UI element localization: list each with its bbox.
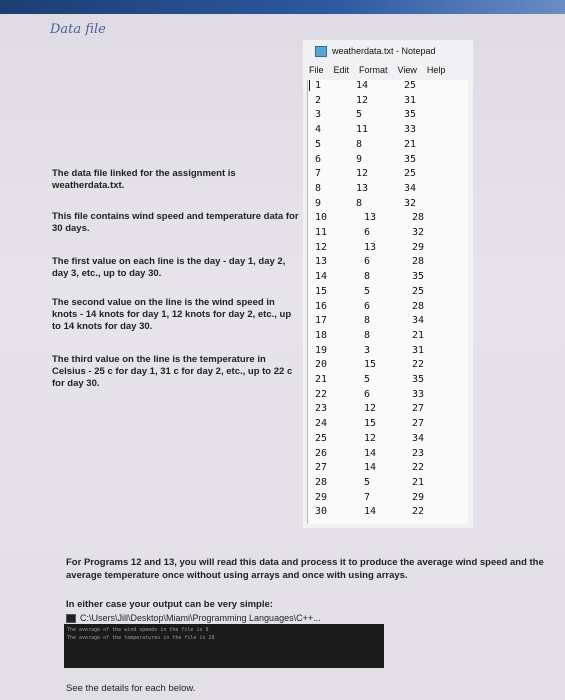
notepad-data-row <box>312 448 462 461</box>
temperature-value: 35 <box>404 109 417 121</box>
temperature-value: 28 <box>412 300 425 312</box>
notepad-data-row <box>312 227 462 240</box>
day-value: 28 <box>315 476 328 488</box>
notepad-data-row <box>312 95 462 108</box>
day-value: 24 <box>315 418 328 430</box>
wind-speed-value: 12 <box>364 432 377 444</box>
wind-speed-value: 6 <box>364 388 371 400</box>
day-value: 5 <box>315 138 322 150</box>
notepad-data-row <box>312 183 462 196</box>
wind-speed-value: 12 <box>356 94 369 106</box>
wind-speed-value: 5 <box>364 285 371 297</box>
notepad-data-row <box>312 359 462 372</box>
temperature-value: 34 <box>404 182 417 194</box>
day-value: 6 <box>315 153 322 165</box>
notepad-data-row <box>312 212 462 225</box>
wind-speed-value: 12 <box>356 168 369 180</box>
console-icon <box>66 614 76 623</box>
wind-speed-value: 14 <box>364 462 377 474</box>
temperature-value: 25 <box>404 168 417 180</box>
wind-speed-value: 14 <box>364 447 377 459</box>
day-value: 3 <box>315 109 322 121</box>
wind-speed-value: 8 <box>364 271 371 283</box>
wind-speed-value: 6 <box>364 227 371 238</box>
temperature-value: 25 <box>404 80 417 91</box>
wind-speed-value: 5 <box>356 109 363 121</box>
temperature-value: 32 <box>404 197 417 209</box>
day-value: 22 <box>315 388 328 400</box>
day-value: 21 <box>315 374 328 385</box>
menu-help[interactable]: Help <box>426 65 446 75</box>
temperature-value: 28 <box>412 256 425 268</box>
menu-view[interactable]: View <box>397 65 417 75</box>
temperature-value: 33 <box>412 388 425 400</box>
day-value: 12 <box>315 241 328 253</box>
programs-description: For Programs 12 and 13, you will read this data and process it to produce the average wind speed and the average temperature once without using arrays and once with using arrays. <box>66 557 544 581</box>
day-value: 29 <box>315 491 328 503</box>
wind-speed-value: 3 <box>364 344 371 356</box>
notepad-icon <box>315 46 327 57</box>
temperature-value: 22 <box>412 506 425 518</box>
notepad-data-row <box>312 286 462 299</box>
text-caret <box>309 80 310 91</box>
wind-speed-value: 12 <box>364 403 377 415</box>
wind-speed-value: 11 <box>356 124 369 136</box>
wind-speed-value: 5 <box>364 476 371 488</box>
day-value: 30 <box>315 506 328 518</box>
temperature-value: 29 <box>412 491 425 503</box>
notepad-window <box>303 40 473 528</box>
temperature-value: 31 <box>412 344 425 356</box>
description-temperature: The third value on the line is the temperature in Celsius - 25 c for day 1, 31 c for day 2, etc., up to 22 c for day 30. <box>52 354 293 389</box>
day-value: 27 <box>315 462 328 474</box>
notepad-data-row <box>312 154 462 167</box>
console-window <box>64 624 384 668</box>
temperature-value: 22 <box>412 359 425 371</box>
temperature-value: 31 <box>404 94 417 106</box>
day-value: 2 <box>315 94 322 106</box>
day-value: 15 <box>315 285 328 297</box>
notepad-data-row <box>312 301 462 314</box>
temperature-value: 35 <box>404 153 417 165</box>
notepad-data-row <box>312 256 462 269</box>
notepad-menu-bar <box>309 65 445 75</box>
wind-speed-value: 7 <box>364 491 371 503</box>
notepad-data-row <box>312 198 462 211</box>
day-value: 9 <box>315 197 322 209</box>
output-description: In either case your output can be very simple: <box>66 599 273 610</box>
temperature-value: 25 <box>412 285 425 297</box>
notepad-data-row <box>312 403 462 416</box>
wind-speed-value: 6 <box>364 300 371 312</box>
day-value: 8 <box>315 182 322 194</box>
wind-speed-value: 13 <box>356 182 369 194</box>
notepad-title: weatherdata.txt - Notepad <box>332 46 436 56</box>
wind-speed-value: 14 <box>364 506 377 518</box>
notepad-data-row <box>312 418 462 431</box>
footer-text: See the details for each below. <box>66 683 196 694</box>
console-path: C:\Users\Jill\Desktop\Miami\Programming Languages\C++... <box>80 613 321 623</box>
wind-speed-value: 9 <box>356 153 363 165</box>
notepad-data-row <box>312 271 462 284</box>
temperature-value: 22 <box>412 462 425 474</box>
day-value: 18 <box>315 329 328 341</box>
notepad-data-row <box>312 139 462 152</box>
wind-speed-value: 8 <box>356 138 363 150</box>
temperature-value: 23 <box>412 447 425 459</box>
notepad-data-row <box>312 330 462 343</box>
day-value: 20 <box>315 359 328 371</box>
temperature-value: 32 <box>412 227 425 238</box>
temperature-value: 21 <box>412 329 425 341</box>
temperature-value: 21 <box>404 138 417 150</box>
wind-speed-value: 5 <box>364 374 371 385</box>
temperature-value: 28 <box>412 212 425 224</box>
notepad-data-row <box>312 506 462 519</box>
notepad-data-row <box>312 124 462 137</box>
wind-speed-value: 13 <box>364 212 377 224</box>
notepad-data-row <box>312 492 462 505</box>
day-value: 1 <box>315 80 322 91</box>
notepad-data-row <box>312 389 462 402</box>
notepad-data-row <box>312 433 462 446</box>
notepad-data-row <box>312 109 462 122</box>
day-value: 26 <box>315 447 328 459</box>
day-value: 10 <box>315 212 328 224</box>
notepad-data-row <box>312 374 462 387</box>
notepad-data-row <box>312 315 462 328</box>
wind-speed-value: 13 <box>364 241 377 253</box>
description-file: The data file linked for the assignment is weatherdata.txt. <box>52 168 236 191</box>
notepad-text-area[interactable] <box>307 80 468 524</box>
wind-speed-value: 14 <box>356 80 369 91</box>
temperature-value: 33 <box>404 124 417 136</box>
wind-speed-value: 15 <box>364 418 377 430</box>
notepad-data-row <box>312 242 462 255</box>
temperature-value: 27 <box>412 403 425 415</box>
temperature-value: 21 <box>412 476 425 488</box>
day-value: 19 <box>315 344 328 356</box>
page-heading: Data file <box>50 22 106 37</box>
console-title-bar <box>66 613 321 623</box>
wind-speed-value: 8 <box>364 315 371 327</box>
temperature-value: 27 <box>412 418 425 430</box>
console-line-wind: The average of the wind speeds in the file is 9 <box>67 627 209 633</box>
window-top-bar <box>0 0 565 14</box>
day-value: 14 <box>315 271 328 283</box>
description-contents: This file contains wind speed and temperature data for 30 days. <box>52 211 299 234</box>
menu-format[interactable]: Format <box>359 65 388 75</box>
notepad-data-row <box>312 168 462 181</box>
day-value: 17 <box>315 315 328 327</box>
day-value: 16 <box>315 300 328 312</box>
day-value: 23 <box>315 403 328 415</box>
day-value: 7 <box>315 168 322 180</box>
wind-speed-value: 6 <box>364 256 371 268</box>
wind-speed-value: 8 <box>364 329 371 341</box>
temperature-value: 34 <box>412 432 425 444</box>
temperature-value: 29 <box>412 241 425 253</box>
temperature-value: 35 <box>412 374 425 385</box>
temperature-value: 35 <box>412 271 425 283</box>
console-line-temperature: The average of the temperatures in the file is 28 <box>67 635 215 641</box>
notepad-data-row <box>312 462 462 475</box>
notepad-title-bar <box>315 44 436 58</box>
notepad-data-row <box>312 477 462 490</box>
wind-speed-value: 8 <box>356 197 363 209</box>
wind-speed-value: 15 <box>364 359 377 371</box>
temperature-value: 34 <box>412 315 425 327</box>
day-value: 11 <box>315 227 328 238</box>
description-wind: The second value on the line is the wind speed in knots - 14 knots for day 1, 12 knots for day 2, etc., up to 14 knots for day 30. <box>52 297 292 332</box>
notepad-data-row <box>312 80 462 93</box>
day-value: 13 <box>315 256 328 268</box>
day-value: 4 <box>315 124 322 136</box>
menu-edit[interactable]: Edit <box>333 65 350 75</box>
notepad-data-row <box>312 345 462 358</box>
menu-file[interactable]: File <box>309 65 324 75</box>
description-day: The first value on each line is the day - day 1, day 2, day 3, etc., up to day 30. <box>52 256 286 279</box>
day-value: 25 <box>315 432 328 444</box>
